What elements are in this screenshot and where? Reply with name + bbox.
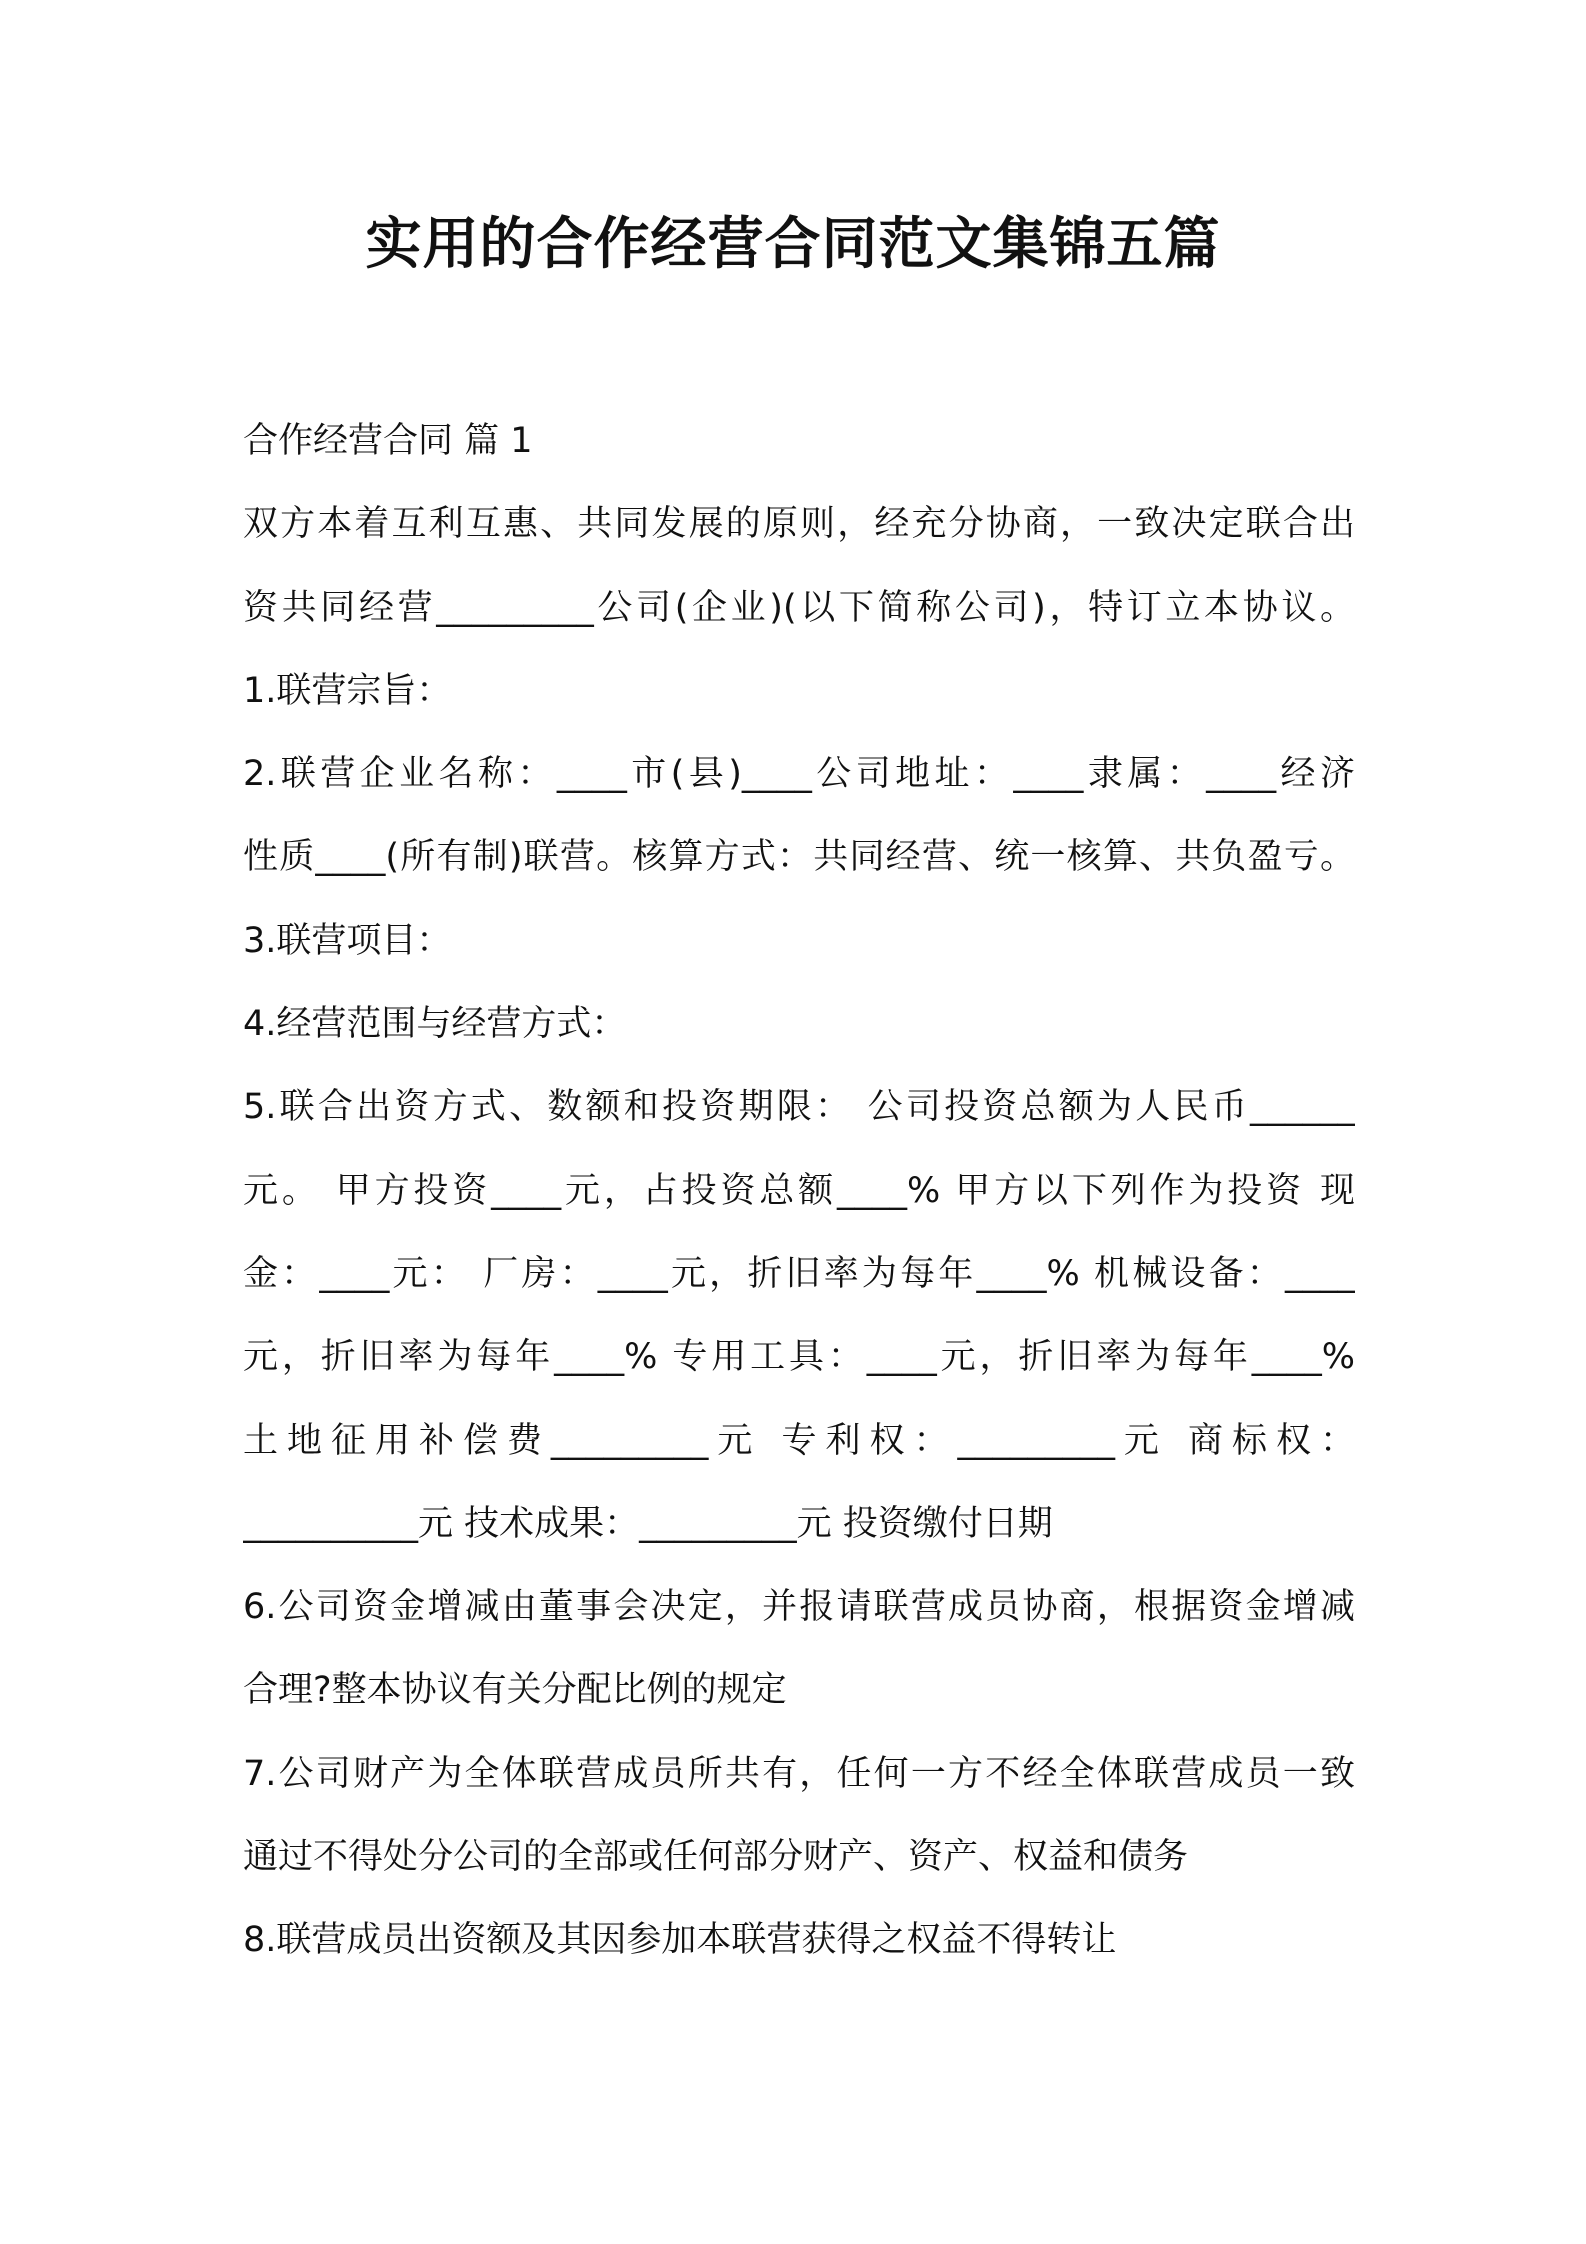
clause-line: 合理?整本协议有关分配比例的规定 — [243, 1670, 787, 1711]
clause-line: 元。 甲方投资____元，占投资总额____% 甲方以下列作为投资 现 — [243, 1170, 1355, 1211]
clause-line: __________元 技术成果：_________元 投资缴付日期 — [243, 1503, 1053, 1544]
document-title: 实用的合作经营合同范文集锦五篇 — [365, 212, 1221, 277]
clause-line: 3.联营项目： — [243, 920, 452, 961]
clause-line: 5.联合出资方式、数额和投资期限： 公司投资总额为人民币______ — [243, 1087, 1355, 1128]
clause-line: 4.经营范围与经营方式： — [243, 1004, 627, 1045]
clause-line: 8.联营成员出资额及其因参加本联营获得之权益不得转让 — [243, 1920, 1117, 1961]
document-body — [243, 400, 1355, 1983]
clause-line: 1.联营宗旨： — [243, 670, 452, 711]
paragraph-line: 双方本着互利互惠、共同发展的原则，经充分协商，一致决定联合出 — [243, 504, 1355, 545]
clause-line: 性质____(所有制)联营。核算方式：共同经营、统一核算、共负盈亏。 — [243, 837, 1355, 878]
clause-line: 2.联营企业名称：____市(县)____公司地址：____隶属：____经济 — [243, 754, 1355, 795]
clause-line: 通过不得处分公司的全部或任何部分财产、资产、权益和债务 — [243, 1837, 1189, 1878]
clause-line: 土地征用补偿费_________元 专利权：_________元 商标权： — [243, 1420, 1355, 1461]
clause-line: 7.公司财产为全体联营成员所共有，任何一方不经全体联营成员一致 — [243, 1753, 1355, 1794]
clause-line: 元，折旧率为每年____% 专用工具：____元，折旧率为每年____% — [243, 1337, 1355, 1378]
clause-line: 6.公司资金增减由董事会决定，并报请联营成员协商，根据资金增减 — [243, 1587, 1355, 1628]
section-heading: 合作经营合同 篇 1 — [243, 421, 533, 461]
clause-line: 金：____元： 厂房：____元，折旧率为每年____% 机械设备：____ — [243, 1253, 1355, 1294]
paragraph-line: 资共同经营_________公司(企业)(以下简称公司)，特订立本协议。 — [243, 587, 1355, 628]
